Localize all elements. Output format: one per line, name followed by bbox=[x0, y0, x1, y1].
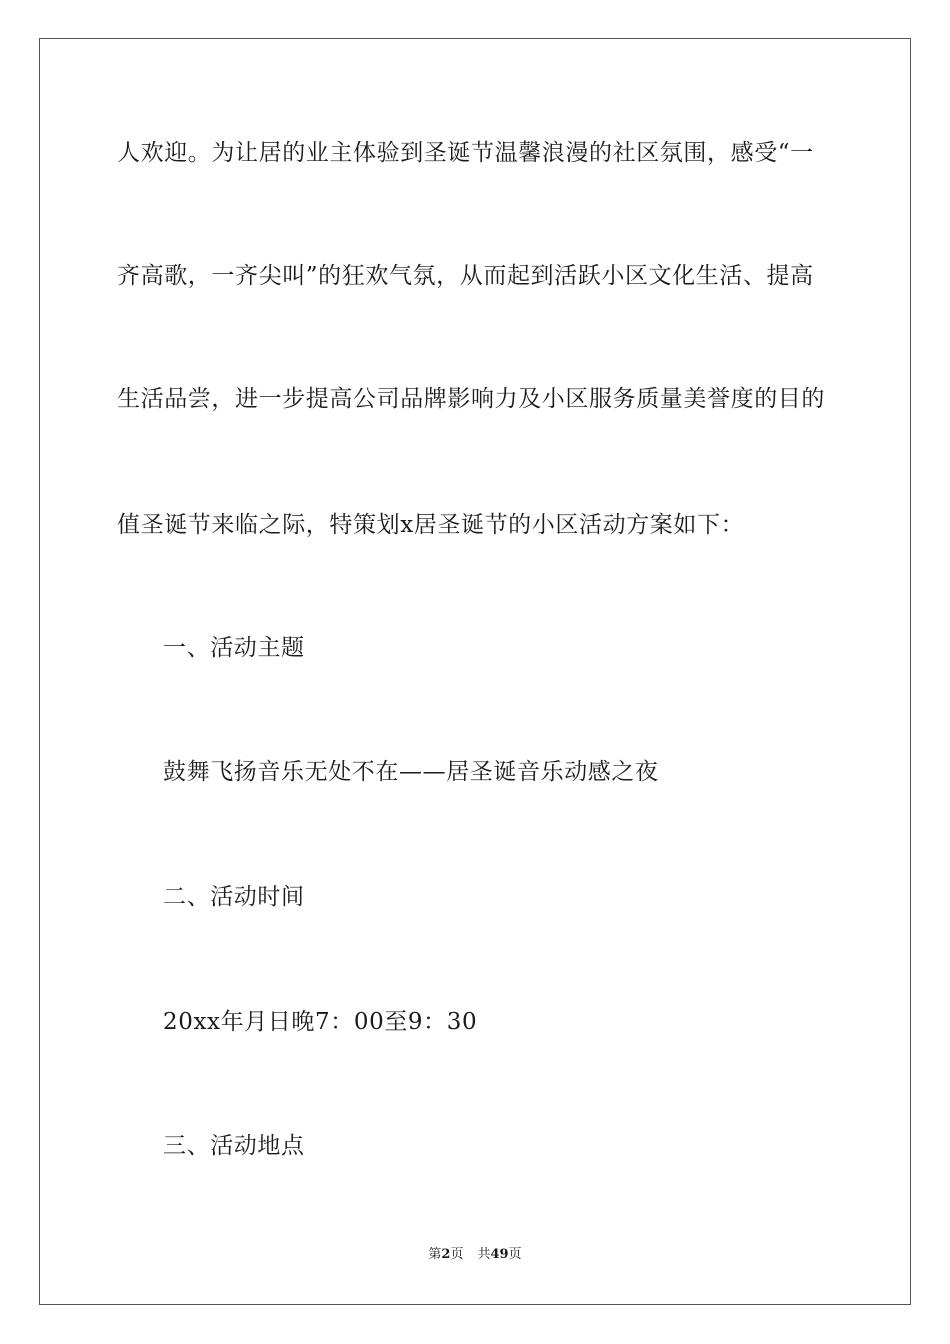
section-body-theme: 鼓舞飞扬音乐无处不在——居圣诞音乐动感之夜 bbox=[163, 759, 659, 785]
footer-page-suffix: 页 bbox=[450, 1247, 464, 1262]
footer-total-prefix: 共 bbox=[477, 1247, 491, 1262]
section-heading-time: 二、活动时间 bbox=[163, 884, 305, 910]
paragraph-line-3: 生活品尝，进一步提高公司品牌影响力及小区服务质量美誉度的目的 bbox=[117, 386, 825, 412]
paragraph-line-4: 值圣诞节来临之际，特策划x居圣诞节的小区活动方案如下： bbox=[117, 512, 745, 538]
section-heading-theme: 一、活动主题 bbox=[163, 635, 305, 661]
footer-page-prefix: 第 bbox=[428, 1247, 442, 1262]
page-border bbox=[39, 38, 911, 1305]
paragraph-line-1: 人欢迎。为让居的业主体验到圣诞节温馨浪漫的社区氛围，感受“一 bbox=[117, 140, 814, 166]
section-heading-location: 三、活动地点 bbox=[163, 1133, 305, 1159]
footer-total-suffix: 页 bbox=[508, 1247, 522, 1262]
paragraph-line-2: 齐高歌，一齐尖叫”的狂欢气氛，从而起到活跃小区文化生活、提高 bbox=[117, 263, 814, 289]
footer-page-number: 2 bbox=[441, 1247, 451, 1262]
section-body-time: 20xx年月日晚7：00至9：30 bbox=[163, 1009, 478, 1035]
page-footer bbox=[0, 1246, 950, 1264]
footer-total-pages: 49 bbox=[490, 1247, 509, 1262]
